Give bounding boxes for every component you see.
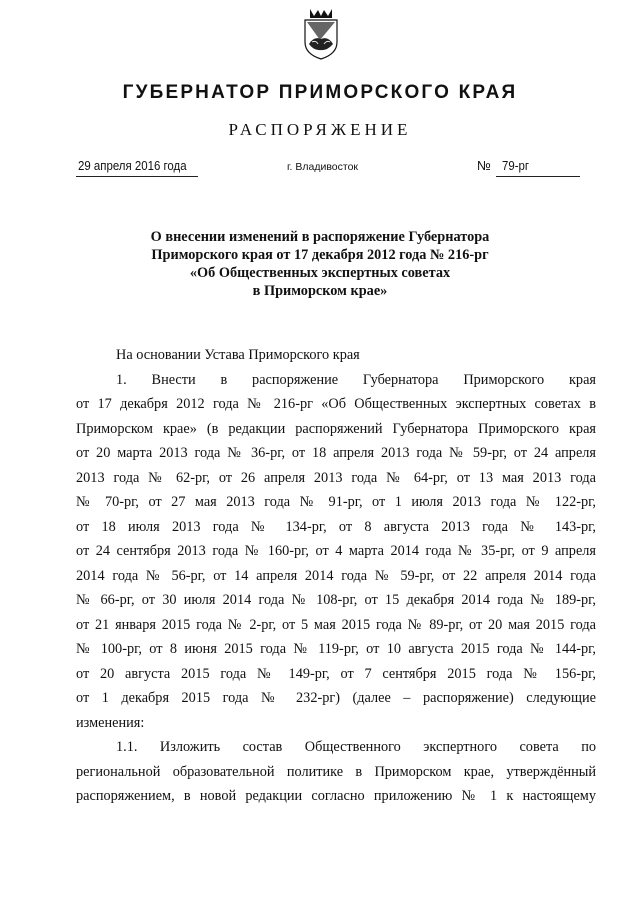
body-line: Приморском крае» (в редакции распоряжений Губернатора Приморского края [76, 420, 596, 437]
body-line: от 17 декабря 2012 года № 216-рг «Об Общественных экспертных советах в [76, 396, 596, 412]
title-line: О внесении изменений в распоряжение Губернатора [150, 229, 490, 245]
title-line: «Об Общественных экспертных советах [189, 265, 451, 281]
body-line: № 70-рг, от 27 мая 2013 года № 91-рг, от 1 июля 2013 года № 122-рг, [76, 494, 596, 510]
number-underline [496, 176, 580, 177]
body-line: изменения: [76, 714, 145, 731]
number-sign: № [477, 158, 491, 173]
title-line: в Приморском крае» [252, 283, 388, 299]
title-line: Приморского края от 17 декабря 2012 года № 216-рг [151, 247, 489, 263]
body-line: от 24 сентября 2013 года № 160-рг, от 4 марта 2014 года № 35-рг, от 9 апреля [76, 543, 596, 559]
coat-of-arms-emblem [302, 6, 340, 60]
body-line: от 20 августа 2015 года № 149-рг, от 7 сентября 2015 года № 156-рг, [76, 665, 596, 682]
document-type-heading: РАСПОРЯЖЕНИЕ [228, 120, 412, 139]
body-line: 2013 года № 62-рг, от 26 апреля 2013 года № 64-рг, от 13 мая 2013 года [76, 469, 596, 486]
body-line: № 100-рг, от 8 июня 2015 года № 119-рг, от 10 августа 2015 года № 144-рг, [76, 641, 596, 657]
document-number: 79-рг [502, 158, 530, 173]
body-line: На основании Устава Приморского края [116, 347, 360, 363]
document-meta-row [0, 156, 640, 180]
document-date: 29 апреля 2016 года [78, 158, 187, 173]
body-line: от 18 июля 2013 года № 134-рг, от 8 августа 2013 года № 143-рг, [76, 518, 596, 535]
body-line: от 1 декабря 2015 года № 232-рг) (далее – распоряжение) следующие [76, 690, 596, 706]
body-line: от 20 марта 2013 года № 36-рг, от 18 апреля 2013 года № 59-рг, от 24 апреля [76, 445, 596, 461]
body-line: от 21 января 2015 года № 2-рг, от 5 мая 2015 года № 89-рг, от 20 мая 2015 года [76, 616, 596, 633]
body-line: 2014 года № 56-рг, от 14 апреля 2014 года № 59-рг, от 22 апреля 2014 года [76, 567, 596, 584]
body-line: распоряжением, в новой редакции согласно приложению № 1 к настоящему [76, 788, 596, 804]
document-title [0, 228, 640, 300]
issuing-authority-heading: ГУБЕРНАТОР ПРИМОРСКОГО КРАЯ [122, 82, 518, 103]
date-underline [76, 176, 198, 177]
body-line: региональной образовательной политике в Приморском крае, утверждённый [76, 763, 596, 780]
body-line: 1. Внести в распоряжение Губернатора Приморского края [116, 371, 596, 388]
body-line: № 66-рг, от 30 июля 2014 года № 108-рг, от 15 декабря 2014 года № 189-рг, [76, 592, 596, 608]
document-city: г. Владивосток [287, 161, 359, 173]
document-body [76, 343, 596, 809]
body-line: 1.1. Изложить состав Общественного экспертного совета по [116, 739, 596, 755]
